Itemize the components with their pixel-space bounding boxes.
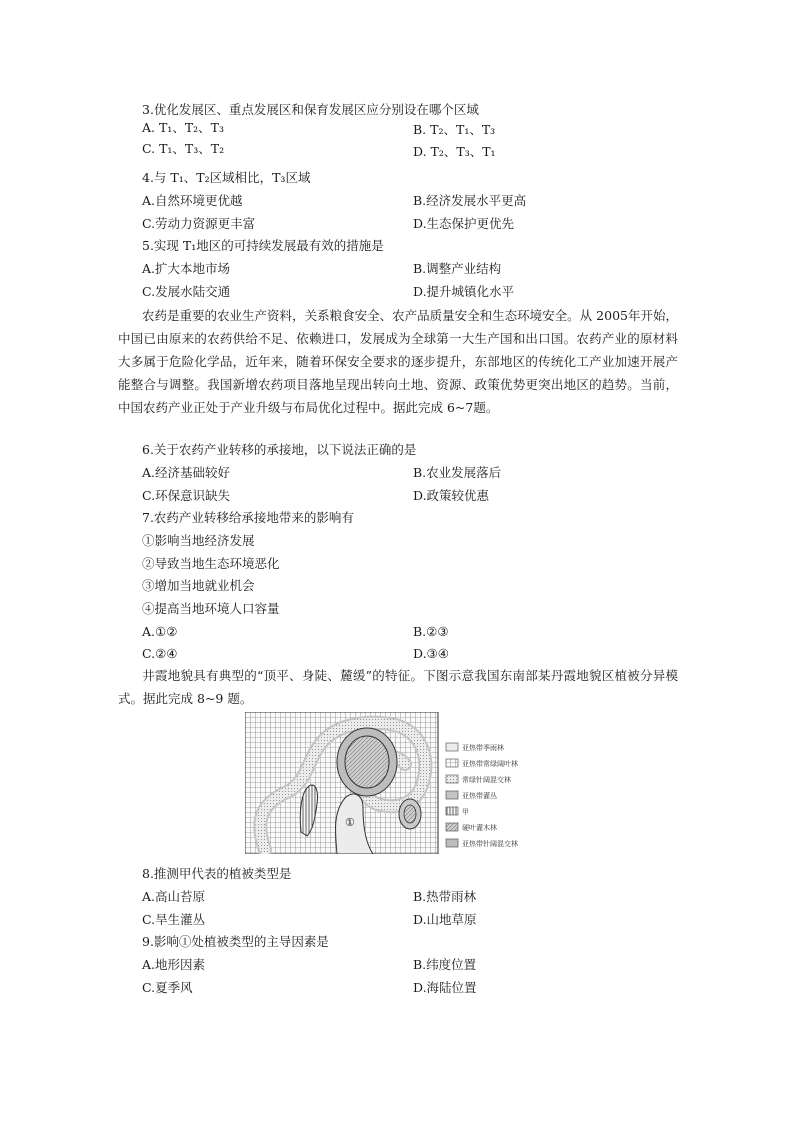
legend (446, 743, 518, 848)
question-4-option-a: A.自然环境更优越 (142, 193, 243, 208)
vegetation-diagram (245, 712, 563, 854)
site-marker: ① (345, 816, 355, 829)
legend-label-6: 硬叶灌木林 (462, 824, 497, 832)
legend-label-5: 甲 (462, 808, 469, 816)
question-4-option-b: B.经济发展水平更高 (413, 193, 527, 208)
passage-danxia-text: 井霞地貌具有典型的“顶平、身陡、麓缓”的特征。下图示意我国东南部某丹霞地貌区植被分异模式。据此完成 8~9 题。 (118, 668, 678, 706)
question-7-item-4: ④提高当地环境人口容量 (142, 601, 280, 616)
legend-label-4: 亚热带灌丛 (462, 792, 497, 800)
small-hill-core (404, 805, 416, 823)
question-6-stem: 6.关于农药产业转移的承接地，以下说法正确的是 (142, 442, 417, 457)
passage-danxia (118, 664, 678, 710)
passage-pesticide (118, 304, 678, 419)
question-5-option-d: D.提升城镇化水平 (413, 284, 515, 299)
question-9-stem: 9.影响①处植被类型的主导因素是 (142, 934, 329, 949)
legend-label-2: 亚热带常绿阔叶林 (462, 760, 518, 768)
question-7-option-a: A.①② (142, 624, 178, 639)
legend-label-7: 亚热带针阔混交林 (462, 840, 518, 848)
question-6-option-b: B.农业发展落后 (413, 465, 502, 480)
question-7-item-3: ③增加当地就业机会 (142, 578, 255, 593)
question-4-option-c: C.劳动力资源更丰富 (142, 216, 256, 231)
question-4-option-d: D.生态保护更优先 (413, 216, 515, 231)
question-7-option-c: C.②④ (142, 646, 178, 661)
legend-label-3: 常绿针阔混交林 (462, 776, 511, 784)
question-9-option-c: C.夏季风 (142, 980, 193, 995)
question-5-stem: 5.实现 T₁地区的可持续发展最有效的措施是 (142, 238, 384, 253)
question-4-stem: 4.与 T₁、T₂区域相比，T₃区域 (142, 170, 311, 185)
question-7-option-b: B.②③ (413, 624, 449, 639)
question-3-option-a: A. T₁、T₂、T₃ (142, 120, 225, 135)
question-5-option-c: C.发展水陆交通 (142, 284, 231, 299)
question-3-stem: 3.优化发展区、重点发展区和保育发展区应分别设在哪个区域 (142, 102, 479, 117)
question-8-option-c: C.旱生灌丛 (142, 912, 206, 927)
question-7-option-d: D.③④ (413, 646, 449, 661)
question-8-stem: 8.推测甲代表的植被类型是 (142, 866, 292, 881)
passage-pesticide-text: 农药是重要的农业生产资料，关系粮食安全、农产品质量安全和生态环境安全。从 2005年开始，中国已由原来的农药供给不足、依赖进口，发展成为全球第一大生产国和出口国。农药产业的原材料大多属于危险化学品，近年来，随着环保安全要求的逐步提升，东部地区的传统化工产业加速开展产能整合与调整。我国新增农药项目落地呈现出转向土地、资源、政策优势更突出地区的趋势。当前，中国农药产业正处于产业升级与布局优化过程中。据此完成 6~7题。 (118, 308, 678, 415)
plateau-inner (345, 736, 389, 788)
question-7-item-2: ②导致当地生态环境恶化 (142, 556, 280, 571)
question-8-option-b: B.热带雨林 (413, 889, 477, 904)
question-9-option-a: A.地形因素 (142, 957, 206, 972)
question-8-option-a: A.高山苔原 (142, 889, 206, 904)
question-6-option-a: A.经济基础较好 (142, 465, 231, 480)
question-3-option-c: C. T₁、T₃、T₂ (142, 141, 225, 156)
question-9-option-b: B.纬度位置 (413, 957, 477, 972)
question-3-option-d: D. T₂、T₃、T₁ (413, 144, 496, 159)
question-5-option-b: B.调整产业结构 (413, 261, 502, 276)
question-6-option-c: C.环保意识缺失 (142, 488, 231, 503)
question-5-option-a: A.扩大本地市场 (142, 261, 231, 276)
question-8-option-d: D.山地草原 (413, 912, 477, 927)
legend-label-1: 亚热带季雨林 (462, 744, 504, 752)
question-3-option-b: B. T₂、T₁、T₃ (413, 122, 496, 137)
question-7-stem: 7.农药产业转移给承接地带来的影响有 (142, 510, 354, 525)
question-7-item-1: ①影响当地经济发展 (142, 533, 255, 548)
question-6-option-d: D.政策较优惠 (413, 488, 490, 503)
question-9-option-d: D.海陆位置 (413, 980, 477, 995)
